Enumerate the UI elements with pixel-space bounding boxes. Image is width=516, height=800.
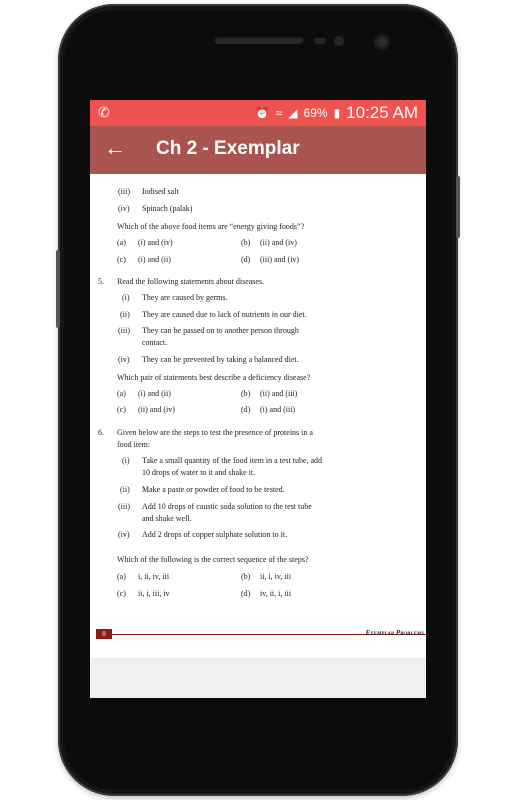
item-text: and shake well. bbox=[142, 514, 192, 523]
question-text bbox=[90, 372, 426, 384]
option-text: ii, i, iv, iii bbox=[260, 572, 292, 581]
option-label: (c) bbox=[117, 405, 126, 414]
item-text: Iodised salt bbox=[142, 187, 179, 196]
back-arrow-icon[interactable]: ← bbox=[104, 135, 126, 160]
alarm-icon: ⏰ bbox=[254, 106, 270, 120]
question-text bbox=[90, 221, 426, 233]
option-label: (b) bbox=[241, 238, 251, 247]
question-prompt: Which of the above food items are “energy giving foods”? bbox=[117, 222, 305, 231]
option-label: (a) bbox=[117, 238, 126, 247]
page-title: Ch 2 - Exemplar bbox=[156, 138, 300, 159]
light-sensor bbox=[334, 36, 344, 46]
list-item bbox=[90, 309, 426, 321]
question-heading bbox=[90, 276, 426, 288]
option-label: (d) bbox=[241, 255, 251, 264]
front-camera bbox=[374, 34, 390, 50]
list-item bbox=[90, 292, 426, 304]
options-row bbox=[90, 237, 426, 249]
item-text: Spinach (palak) bbox=[142, 204, 193, 213]
item-label: (iii) bbox=[118, 502, 130, 511]
list-item bbox=[90, 186, 426, 198]
item-text: Take a small quantity of the food item in a test tube, add bbox=[142, 456, 323, 465]
option-text: (i) and (ii) bbox=[138, 255, 171, 264]
options-row bbox=[90, 388, 426, 400]
option-text: (i) and (ii) bbox=[138, 389, 171, 398]
volume-button bbox=[56, 250, 60, 328]
question-prompt: Which pair of statements best describe a deficiency disease? bbox=[117, 373, 311, 382]
option-text: (ii) and (iv) bbox=[138, 405, 175, 414]
option-text: iv, ii, i, iii bbox=[260, 589, 292, 598]
option-label: (b) bbox=[241, 389, 251, 398]
item-label: (iv) bbox=[118, 204, 130, 213]
option-text: (iii) and (iv) bbox=[260, 255, 300, 264]
item-text: contact. bbox=[142, 338, 168, 347]
item-text: They are caused due to lack of nutrients in our diet. bbox=[142, 310, 307, 319]
notification-icon: ✆ bbox=[98, 104, 110, 120]
pdf-page[interactable] bbox=[90, 174, 426, 658]
item-text: 10 drops of water to it and shake it. bbox=[142, 468, 256, 477]
item-label: (i) bbox=[122, 456, 130, 465]
option-text: ii, i, iii, iv bbox=[138, 589, 170, 598]
question-prompt: Given below are the steps to test the presence of proteins in a bbox=[117, 428, 313, 437]
question-number: 5. bbox=[98, 277, 104, 286]
list-item-continuation bbox=[90, 467, 426, 479]
app-bar bbox=[90, 126, 426, 174]
item-text: They are caused by germs. bbox=[142, 293, 228, 302]
options-row bbox=[90, 571, 426, 583]
item-text: Add 2 drops of copper sulphate solution to it. bbox=[142, 530, 288, 539]
proximity-sensor bbox=[314, 38, 326, 44]
item-label: (ii) bbox=[120, 485, 130, 494]
options-row bbox=[90, 254, 426, 266]
option-label: (a) bbox=[117, 389, 126, 398]
item-label: (i) bbox=[122, 293, 130, 302]
list-item bbox=[90, 455, 426, 467]
question-prompt: Which of the following is the correct sequence of the steps? bbox=[117, 555, 309, 564]
footer-title: Exemplar Problems bbox=[365, 629, 424, 637]
item-text: They can be passed on to another person through bbox=[142, 326, 299, 335]
list-item bbox=[90, 325, 426, 337]
question-number: 6. bbox=[98, 428, 104, 437]
battery-icon: ▮ bbox=[333, 106, 341, 120]
clock: 10:25 AM bbox=[346, 103, 418, 122]
option-text: i, ii, iv, iii bbox=[138, 572, 170, 581]
item-label: (ii) bbox=[120, 310, 130, 319]
phone-screen bbox=[90, 100, 426, 698]
question-continuation bbox=[90, 439, 426, 451]
question-text bbox=[90, 554, 426, 566]
option-text: (ii) and (iii) bbox=[260, 389, 298, 398]
question-prompt: Read the following statements about diseases. bbox=[117, 277, 265, 286]
item-label: (iv) bbox=[118, 355, 130, 364]
status-icons bbox=[255, 103, 418, 123]
options-row bbox=[90, 588, 426, 600]
power-button bbox=[456, 176, 460, 238]
wifi-icon: ≈ bbox=[275, 106, 283, 120]
item-label: (iii) bbox=[118, 326, 130, 335]
list-item bbox=[90, 501, 426, 513]
item-text: Make a paste or powder of food to be tested. bbox=[142, 485, 285, 494]
option-label: (c) bbox=[117, 255, 126, 264]
option-label: (d) bbox=[241, 589, 251, 598]
options-row bbox=[90, 404, 426, 416]
option-label: (b) bbox=[241, 572, 251, 581]
question-heading bbox=[90, 427, 426, 439]
option-label: (a) bbox=[117, 572, 126, 581]
page-number: 8 bbox=[96, 629, 112, 639]
list-item bbox=[90, 529, 426, 541]
option-text: (i) and (iv) bbox=[138, 238, 173, 247]
item-label: (iv) bbox=[118, 530, 130, 539]
option-label: (c) bbox=[117, 589, 126, 598]
option-text: (ii) and (iv) bbox=[260, 238, 297, 247]
list-item bbox=[90, 203, 426, 215]
question-prompt: food item: bbox=[117, 440, 151, 449]
item-label: (iii) bbox=[118, 187, 130, 196]
status-bar bbox=[90, 100, 426, 126]
earpiece-speaker bbox=[214, 36, 304, 44]
list-item-continuation bbox=[90, 337, 426, 349]
option-label: (d) bbox=[241, 405, 251, 414]
battery-percent: 69% bbox=[303, 106, 328, 120]
list-item bbox=[90, 354, 426, 366]
signal-icon: ◢ bbox=[288, 106, 298, 120]
item-text: They can be prevented by taking a balanced diet. bbox=[142, 355, 299, 364]
option-text: (i) and (iii) bbox=[260, 405, 296, 414]
list-item-continuation bbox=[90, 513, 426, 525]
list-item bbox=[90, 484, 426, 496]
item-text: Add 10 drops of caustic soda solution to the test tube bbox=[142, 502, 312, 511]
